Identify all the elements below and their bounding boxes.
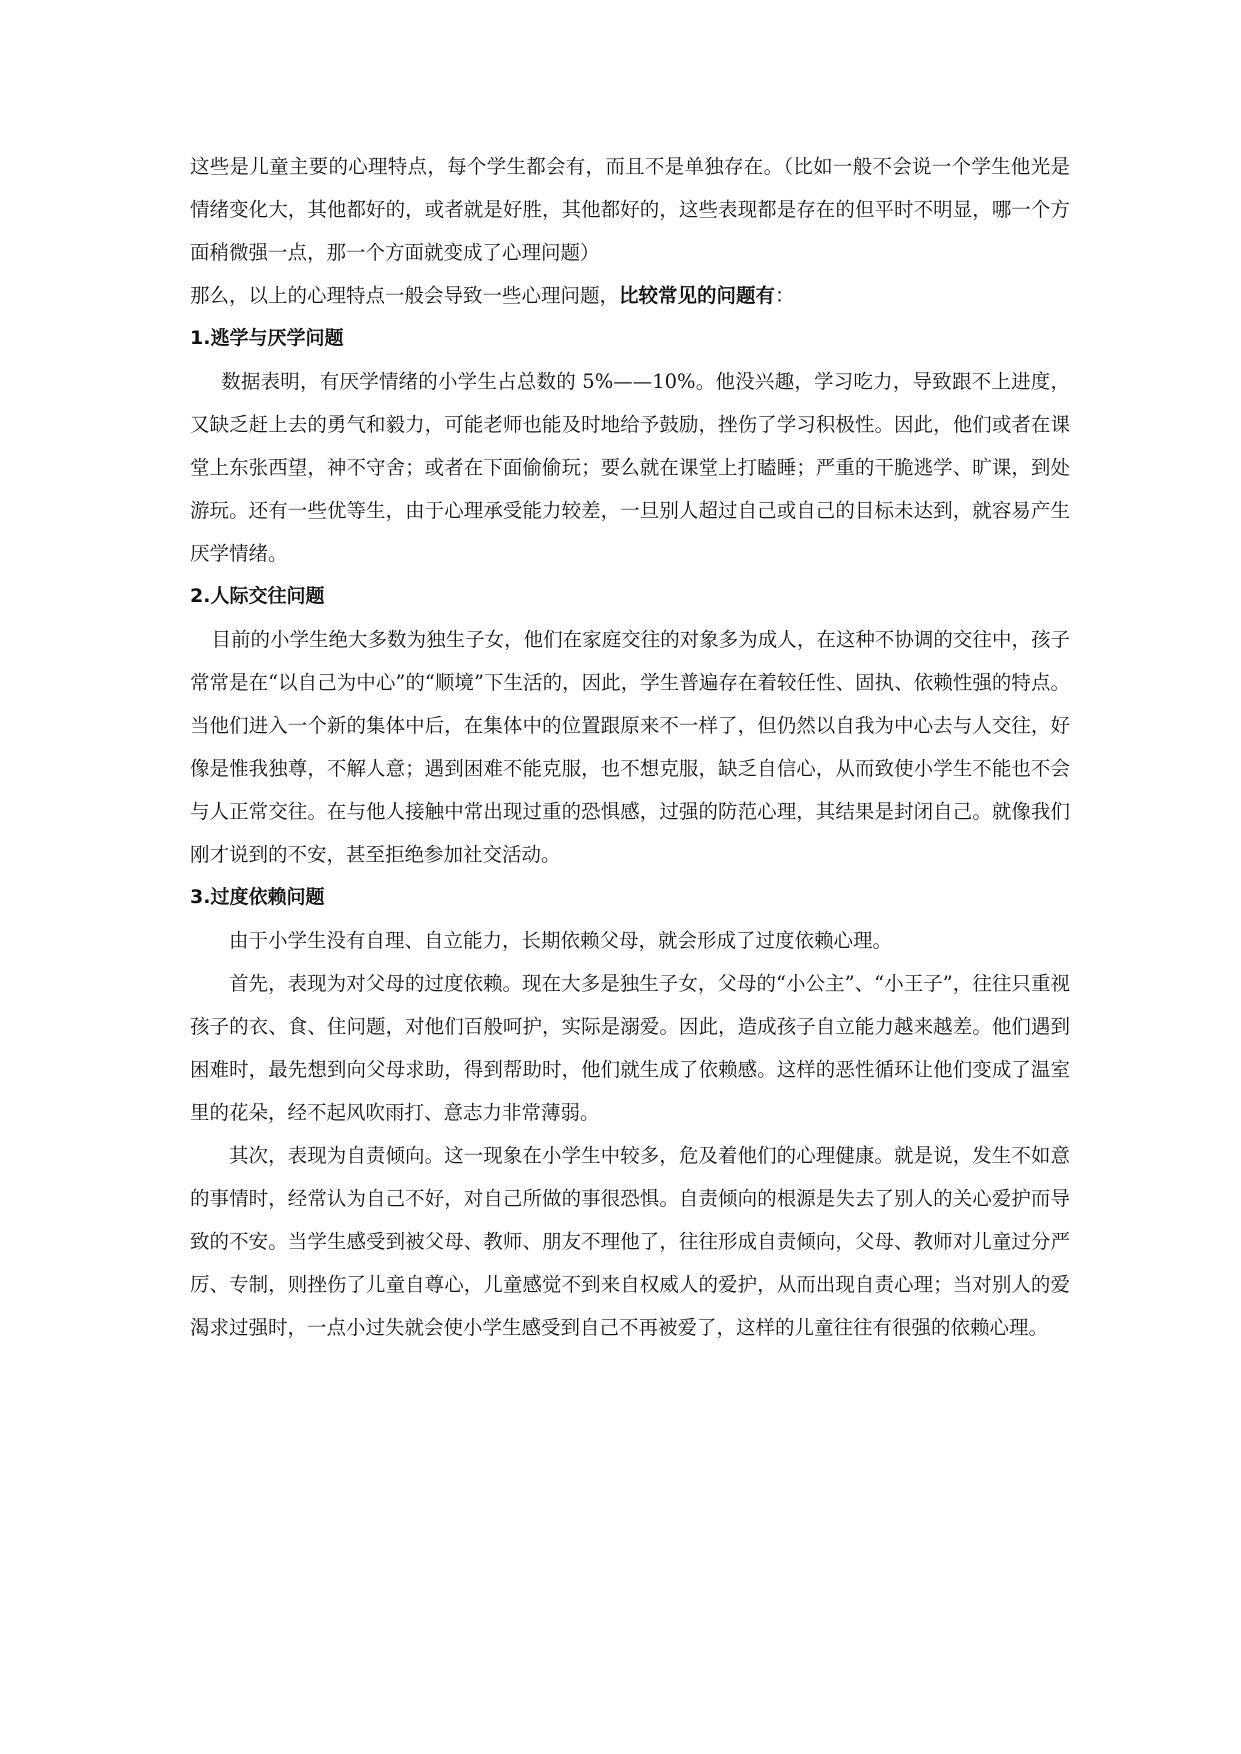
document-page [190,145,1070,1349]
section-3-paragraph-3: 其次，表现为自责倾向。这一现象在小学生中较多，危及着他们的心理健康。就是说，发生不如意的事情时，经常认为自己不好，对自己所做的事很恐惧。自责倾向的根源是失去了别人的关心爱护而导致的不安。当学生感受到被父母、教师、朋友不理他了，往往形成自责倾向，父母、教师对儿童过分严厉、专制，则挫伤了儿童自尊心，儿童感觉不到来自权威人的爱护，从而出现自责心理；当对别人的爱渴求过强时，一点小过失就会使小学生感受到自己不再被爱了，这样的儿童往往有很强的依赖心理。 [190,1144,1070,1339]
section-1-paragraph: 数据表明，有厌学情绪的小学生占总数的 5%——10%。他没兴趣，学习吃力，导致跟不上进度，又缺乏赶上去的勇气和毅力，可能老师也能及时地给予鼓励，挫伤了学习积极性。因此，他们或者在课堂上东张西望，神不守舍；或者在下面偷偷玩；要么就在课堂上打瞌睡；严重的干脆逃学、旷课，到处游玩。还有一些优等生，由于心理承受能力较差，一旦别人超过自己或自己的目标未达到，就容易产生厌学情绪。 [190,370,1070,565]
section-3-paragraph-1: 由于小学生没有自理、自立能力，长期依赖父母，就会形成了过度依赖心理。 [229,929,893,952]
intro-lead-text: 那么，以上的心理特点一般会导致一些心理问题， [190,284,620,307]
section-heading-1: 1.逃学与厌学问题 [190,327,344,349]
section-2-paragraph: 目前的小学生绝大多数为独生子女，他们在家庭交往的对象多为成人，在这种不协调的交往中，孩子常常是在“以自己为中心”的“顺境”下生活的，因此，学生普遍存在着较任性、固执、依赖性强的特点。当他们进入一个新的集体中后，在集体中的位置跟原来不一样了，但仍然以自我为中心去与人交往，好像是惟我独尊，不解人意；遇到困难不能克服，也不想克服，缺乏自信心，从而致使小学生不能也不会与人正常交往。在与他人接触中常出现过重的恐惧感，过强的防范心理，其结果是封闭自己。就像我们刚才说到的不安，甚至拒绝参加社交活动。 [190,628,1070,866]
section-3-paragraph-2: 首先，表现为对父母的过度依赖。现在大多是独生子女，父母的“小公主”、“小王子”，往往只重视孩子的衣、食、住问题，对他们百般呵护，实际是溺爱。因此，造成孩子自立能力越来越差。他们遇到困难时，最先想到向父母求助，得到帮助时，他们就生成了依赖感。这样的恶性循环让他们变成了温室里的花朵，经不起风吹雨打、意志力非常薄弱。 [190,972,1070,1124]
intro-tail-text: ： [775,284,795,307]
intro-bold-text: 比较常见的问题有 [619,284,776,307]
section-heading-3: 3.过度依赖问题 [190,886,325,908]
intro-paragraph: 这些是儿童主要的心理特点，每个学生都会有，而且不是单独存在。（比如一般不会说一个学生他光是情绪变化大，其他都好的，或者就是好胜，其他都好的，这些表现都是存在的但平时不明显，哪一个方面稍微强一点，那一个方面就变成了心理问题） [190,155,1070,264]
section-heading-2: 2.人际交往问题 [190,585,325,607]
intro-lead-paragraph [190,274,1070,317]
